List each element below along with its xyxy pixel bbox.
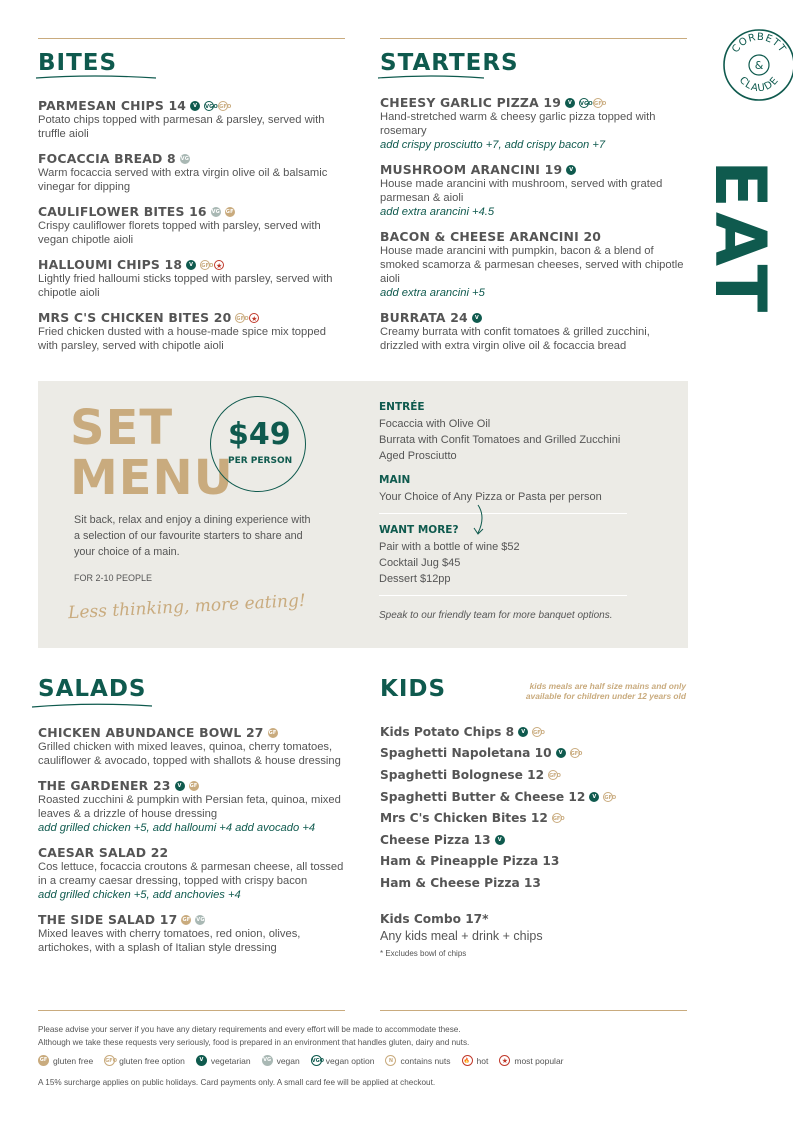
kids-combo-note: * Excludes bowl of chips bbox=[380, 949, 467, 958]
vegan-option-icon: VGO bbox=[311, 1055, 322, 1066]
salads-title: SALADS bbox=[38, 676, 147, 702]
menu-item-name bbox=[38, 725, 344, 740]
menu-item-title: BACON & CHEESE ARANCINI 20 bbox=[380, 229, 602, 244]
menu-item-title: BURRATA 24 bbox=[380, 310, 468, 325]
menu-item-title: PARMESAN CHIPS 14 bbox=[38, 98, 187, 113]
bottom-rule-right bbox=[380, 1010, 687, 1011]
menu-item-description: Hand-stretched warm & cheesy garlic pizza topped with rosemary bbox=[380, 111, 656, 137]
vegetarian-icon: V bbox=[589, 792, 599, 802]
bites-title: BITES bbox=[38, 50, 118, 76]
menu-item-title: MUSHROOM ARANCINI 19 bbox=[380, 162, 563, 177]
menu-item-name bbox=[380, 95, 685, 110]
gluten-free-icon: GF bbox=[268, 729, 277, 736]
set-right-column bbox=[379, 401, 629, 621]
menu-item bbox=[38, 257, 338, 300]
menu-item-description: Grilled chicken with mixed leaves, quinoa, cherry tomatoes, cauliflower & avocado, topped with shallots & house dressing bbox=[38, 741, 341, 767]
gluten-free-option-icon: GFO bbox=[104, 1055, 115, 1066]
gluten-free-option-icon: GFO bbox=[218, 101, 228, 111]
set-menu-line: Burrata with Confit Tomatoes and Grilled Zucchini bbox=[379, 434, 621, 446]
kids-item-name: Ham & Cheese Pizza 13 bbox=[380, 875, 541, 890]
arrow-down-icon bbox=[472, 503, 488, 537]
set-divider-1 bbox=[379, 513, 627, 514]
bottom-rule-left bbox=[38, 1010, 345, 1011]
entree-items bbox=[379, 416, 629, 464]
starters-title: STARTERS bbox=[380, 50, 519, 76]
main-items bbox=[379, 489, 629, 505]
menu-item bbox=[38, 912, 344, 955]
kids-item-name: Ham & Pineapple Pizza 13 bbox=[380, 854, 560, 869]
kids-item-name: Spaghetti Bolognese 12 bbox=[380, 767, 545, 782]
legend-label: gluten free option bbox=[119, 1055, 185, 1066]
legend-entry bbox=[104, 1055, 185, 1066]
legend-entry bbox=[385, 1055, 450, 1066]
vegan-icon: VG bbox=[262, 1055, 273, 1066]
dietary-legend bbox=[38, 1055, 575, 1066]
set-menu-line: Cocktail Jug $45 bbox=[379, 557, 461, 569]
salads-underline-icon bbox=[30, 699, 154, 711]
legend-entry bbox=[262, 1055, 300, 1066]
set-menu-line: Aged Prosciutto bbox=[379, 450, 457, 462]
vegetarian-icon: V bbox=[190, 101, 200, 111]
most-popular-icon: ★ bbox=[499, 1055, 510, 1066]
footer-line1: Please advise your server if you have any dietary requirements and every effort will be made to accommodate these. bbox=[38, 1025, 461, 1034]
legend-entry bbox=[38, 1055, 93, 1066]
bites-underline-icon bbox=[34, 72, 158, 82]
menu-item-name bbox=[38, 912, 344, 927]
legend-entry bbox=[196, 1055, 251, 1066]
contains-nuts-icon: N bbox=[385, 1055, 396, 1066]
menu-item-title: HALLOUMI CHIPS 18 bbox=[38, 257, 183, 272]
menu-item-addon: add crispy prosciutto +7, add crispy bacon +7 bbox=[380, 139, 606, 151]
entree-heading: ENTRÉE bbox=[379, 401, 425, 413]
more-items bbox=[379, 539, 629, 587]
menu-item-name bbox=[38, 98, 338, 113]
kids-combo-title: Kids Combo 17* bbox=[380, 912, 489, 926]
vegan-icon: VG bbox=[211, 208, 220, 215]
menu-item bbox=[380, 310, 685, 353]
gluten-free-option-icon: GFO bbox=[570, 748, 580, 758]
logo bbox=[722, 28, 793, 102]
menu-item-title: MRS C'S CHICKEN BITES 20 bbox=[38, 310, 232, 325]
footer-surcharge: A 15% surcharge applies on public holidays. Card payments only. A small card fee will be applied at checkout. bbox=[38, 1078, 436, 1087]
gluten-free-option-icon: GFO bbox=[548, 770, 558, 780]
kids-note bbox=[480, 681, 686, 701]
gluten-free-icon: GF bbox=[38, 1055, 49, 1066]
menu-item-name bbox=[38, 257, 338, 272]
legend-entry bbox=[499, 1055, 563, 1066]
menu-item-name bbox=[380, 310, 685, 325]
menu-item bbox=[38, 725, 344, 768]
menu-item-name bbox=[38, 778, 344, 793]
svg-text:CLAUDE: CLAUDE bbox=[736, 74, 782, 95]
menu-item-addon: add grilled chicken +5, add anchovies +4 bbox=[38, 889, 241, 901]
starters-underline-icon bbox=[376, 72, 486, 82]
kids-item-name: Spaghetti Butter & Cheese 12 bbox=[380, 789, 586, 804]
vegetarian-icon: V bbox=[495, 835, 505, 845]
menu-item-description: Creamy burrata with confit tomatoes & grilled zucchini, drizzled with extra virgin olive oil & focaccia bread bbox=[380, 326, 650, 352]
kids-item-name: Spaghetti Napoletana 10 bbox=[380, 746, 552, 761]
menu-item-title: CAESAR SALAD 22 bbox=[38, 845, 169, 860]
menu-item-addon: add extra arancini +4.5 bbox=[380, 206, 495, 218]
kids-menu-item bbox=[380, 764, 680, 786]
per-person-label: PER PERSON bbox=[228, 456, 293, 466]
vegan-option-icon: VGO bbox=[204, 101, 214, 111]
menu-item bbox=[380, 95, 685, 152]
svg-text:&: & bbox=[754, 59, 764, 72]
vegetarian-icon: V bbox=[556, 748, 566, 758]
logo-badge-icon bbox=[722, 28, 793, 102]
menu-item-title: CHEESY GARLIC PIZZA 19 bbox=[380, 95, 562, 110]
kids-menu-item bbox=[380, 829, 680, 851]
menu-item-title: CHICKEN ABUNDANCE BOWL 27 bbox=[38, 725, 264, 740]
vegan-icon: VG bbox=[180, 155, 190, 162]
vegetarian-icon: V bbox=[566, 165, 576, 175]
menu-item-description: Roasted zucchini & pumpkin with Persian feta, quinoa, mixed leaves & a drizzle of house dressing bbox=[38, 794, 341, 820]
menu-item-description: Cos lettuce, focaccia croutons & parmesan cheese, all tossed in a creamy caesar dressing, topped with crispy bacon bbox=[38, 861, 344, 887]
vegetarian-icon: V bbox=[565, 98, 575, 108]
menu-item-description: Potato chips topped with parmesan & parsley, served with truffle aioli bbox=[38, 114, 325, 140]
menu-item-name bbox=[38, 151, 338, 166]
menu-item-name bbox=[38, 845, 344, 860]
most-popular-icon: ★ bbox=[251, 314, 258, 323]
menu-item bbox=[380, 162, 685, 219]
menu-item bbox=[38, 845, 344, 902]
menu-item bbox=[38, 204, 338, 247]
menu-item-title: THE SIDE SALAD 17 bbox=[38, 912, 178, 927]
gluten-free-option-icon: GFO bbox=[552, 813, 562, 823]
menu-item-description: House made arancini with pumpkin, bacon & a blend of smoked scamorza & parmesan cheeses, served with chipotle aioli bbox=[380, 245, 684, 285]
eat-vertical-title: EAT bbox=[699, 160, 781, 317]
svg-text:CORBETT: CORBETT bbox=[730, 31, 788, 56]
kids-note-line2: available for children under 12 years old bbox=[525, 691, 686, 701]
kids-list bbox=[380, 721, 680, 894]
kids-menu-item bbox=[380, 786, 680, 808]
menu-item-addon: add extra arancini +5 bbox=[380, 287, 485, 299]
footer-line2: Although we take these requests very seriously, food is prepared in an environment that handles gluten, dairy and nuts. bbox=[38, 1038, 470, 1047]
vegetarian-icon: V bbox=[472, 313, 482, 323]
kids-menu-item bbox=[380, 721, 680, 743]
kids-combo-desc: Any kids meal + drink + chips bbox=[380, 929, 543, 943]
menu-item bbox=[38, 310, 338, 353]
set-menu-line: Focaccia with Olive Oil bbox=[379, 418, 491, 430]
top-rule-left bbox=[38, 38, 345, 39]
menu-item-addon: add grilled chicken +5, add halloumi +4 add avocado +4 bbox=[38, 822, 316, 834]
legend-label: vegetarian bbox=[210, 1055, 251, 1066]
legend-label: contains nuts bbox=[400, 1055, 451, 1066]
set-note: Speak to our friendly team for more banquet options. bbox=[379, 610, 613, 621]
menu-item bbox=[38, 151, 338, 194]
menu-item-description: Lightly fried halloumi sticks topped with parsley, served with chipotle aioli bbox=[38, 273, 333, 299]
gluten-free-icon: GF bbox=[225, 208, 234, 215]
menu-item bbox=[380, 229, 685, 300]
salads-list bbox=[38, 725, 344, 965]
legend-label: vegan option bbox=[325, 1055, 375, 1066]
menu-item-name bbox=[380, 162, 685, 177]
gluten-free-icon: GF bbox=[182, 916, 191, 923]
set-title-line1: SET bbox=[70, 400, 174, 456]
menu-item-name bbox=[38, 310, 338, 325]
set-divider-2 bbox=[379, 595, 627, 596]
menu-item-title: CAULIFLOWER BITES 16 bbox=[38, 204, 207, 219]
menu-item-description: Mixed leaves with cherry tomatoes, red onion, olives, artichokes, with a splash of Italian style dressing bbox=[38, 928, 301, 954]
legend-label: most popular bbox=[514, 1055, 564, 1066]
kids-note-line1: kids meals are half size mains and only bbox=[529, 681, 686, 691]
vegetarian-icon: V bbox=[518, 727, 528, 737]
gluten-free-option-icon: GFO bbox=[593, 98, 603, 108]
legend-entry bbox=[311, 1055, 375, 1066]
menu-item bbox=[38, 778, 344, 835]
set-people: FOR 2-10 PEOPLE bbox=[74, 573, 153, 583]
menu-item-description: House made arancini with mushroom, served with grated parmesan & aioli bbox=[380, 178, 663, 204]
vegetarian-icon: V bbox=[175, 781, 185, 791]
vegan-option-icon: VGO bbox=[579, 98, 589, 108]
most-popular-icon: ★ bbox=[215, 261, 223, 270]
kids-title: KIDS bbox=[380, 676, 447, 702]
bites-list bbox=[38, 98, 338, 363]
menu-item-name bbox=[38, 204, 338, 219]
legend-label: gluten free bbox=[53, 1055, 94, 1066]
kids-menu-item bbox=[380, 872, 680, 894]
set-menu-panel bbox=[38, 381, 688, 648]
legend-label: hot bbox=[476, 1055, 489, 1066]
kids-item-name: Cheese Pizza 13 bbox=[380, 832, 491, 847]
legend-entry bbox=[462, 1055, 489, 1066]
vegan-icon: VG bbox=[196, 916, 205, 923]
kids-menu-item bbox=[380, 807, 680, 829]
set-title-line2: MENU bbox=[70, 450, 234, 506]
menu-item-description: Fried chicken dusted with a house-made spice mix topped with parsley, served with chipotle aioli bbox=[38, 326, 326, 352]
menu-item-title: FOCACCIA BREAD 8 bbox=[38, 151, 176, 166]
set-price: $49 bbox=[228, 417, 291, 452]
vegetarian-icon: V bbox=[196, 1055, 207, 1066]
set-script-tagline: Less thinking, more eating! bbox=[67, 590, 307, 624]
menu-item bbox=[38, 98, 338, 141]
hot-icon: 🔥 bbox=[462, 1055, 473, 1066]
set-menu-line: Your Choice of Any Pizza or Pasta per person bbox=[379, 491, 602, 503]
vegetarian-icon: V bbox=[186, 260, 196, 270]
kids-item-name: Kids Potato Chips 8 bbox=[380, 724, 515, 739]
main-heading: MAIN bbox=[379, 474, 411, 486]
more-heading: WANT MORE? bbox=[379, 524, 459, 536]
menu-item-title: THE GARDENER 23 bbox=[38, 778, 171, 793]
starters-list bbox=[380, 95, 685, 363]
kids-item-name: Mrs C's Chicken Bites 12 bbox=[380, 811, 548, 826]
gluten-free-option-icon: GFO bbox=[532, 727, 542, 737]
gluten-free-option-icon: GFO bbox=[200, 260, 210, 270]
gluten-free-option-icon: GFO bbox=[235, 313, 245, 323]
gluten-free-icon: GF bbox=[189, 782, 198, 789]
gluten-free-option-icon: GFO bbox=[603, 792, 613, 802]
top-rule-right bbox=[380, 38, 687, 39]
menu-item-description: Crispy cauliflower florets topped with parsley, served with vegan chipotle aioli bbox=[38, 220, 321, 246]
set-blurb: Sit back, relax and enjoy a dining experience with a selection of our favourite starters to share and your choice of a main. bbox=[74, 514, 311, 558]
menu-item-name bbox=[380, 229, 685, 244]
set-menu-line: Dessert $12pp bbox=[379, 573, 451, 585]
kids-menu-item bbox=[380, 743, 680, 765]
legend-label: vegan bbox=[276, 1055, 300, 1066]
set-menu-line: Pair with a bottle of wine $52 bbox=[379, 541, 520, 553]
menu-item-description: Warm focaccia served with extra virgin olive oil & balsamic vinegar for dipping bbox=[38, 167, 328, 193]
kids-menu-item bbox=[380, 851, 680, 873]
